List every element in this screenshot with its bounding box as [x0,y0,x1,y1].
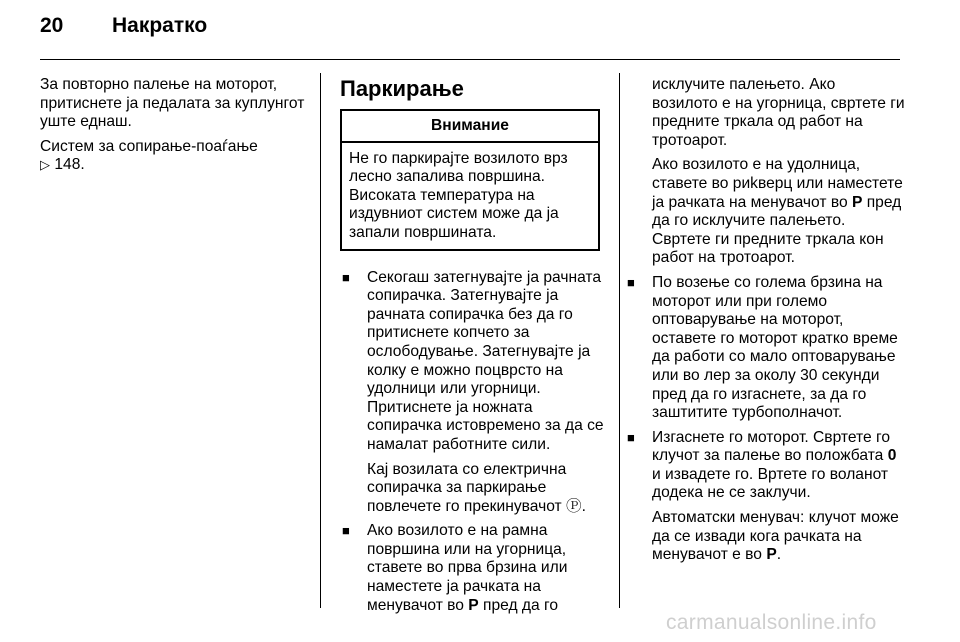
watermark: carmanualsonline.info [666,611,877,634]
bullet-icon: ■ [342,523,350,539]
bullet-icon: ■ [627,274,635,290]
column-divider-1 [320,73,321,608]
section-title: Паркирање [340,76,464,101]
paragraph-reference [40,138,310,175]
list-item-text-end: и извадете го. Вртете го воланот додека не се заклучи. [652,465,889,502]
paragraph-text-end: . [776,546,782,564]
paragraph-text: Кај возилата со електрична сопирачка за паркирање повлечете го прекинувачот [367,460,567,515]
bullet-icon: ■ [627,429,635,445]
warning-box [340,109,600,251]
parking-brake-icon: Ⓟ [566,497,582,515]
column-2 [340,76,605,621]
header-rule [40,59,900,60]
reference-page: 148. [54,156,85,174]
warning-title: Внимание [342,111,598,143]
column-divider-2 [619,73,620,608]
column-1 [40,76,310,181]
list-item-text: Ако возилото е на рамна површина или на угорница, ставете во прва брзина или наместете ја рачката на менувачот во [367,522,568,614]
list-item [625,274,905,423]
page-number: 20 [40,14,64,37]
paragraph-text-end: пред да го исклучите палењето. Свртете ги предните тркала кон работ на тротоарот. [652,193,902,267]
gear-position-p: P [766,546,777,564]
list-item-text: Изгаснете го моторот. Свртете го клучот за палење во положбата [652,428,891,465]
ignition-position-0: 0 [887,447,897,465]
page-title: Накратко [112,14,208,37]
list-item [340,269,605,455]
gear-position-p: P [468,596,479,614]
paragraph: Кај возилата со електрична сопирачка за паркирање повлечете го прекинувачот Ⓟ. [367,460,586,515]
list-item-text: Секогаш затегнувајте ја рачната сопирачка. Затегнувајте ја рачната сопирачка без да го притиснете копчето за ослободување. Затегнувајте ја колку е можно поцврсто на удолници или угорници. Притиснете ја ножната сопирачка истовремено за да се намалат работните сили. [367,268,604,453]
paragraph [625,156,905,268]
list-item-text: По возење со голема брзина на моторот или при големо оптоварување на моторот, оставете го моторот кратко време да работи со мало оптоварување или во лер за околу 30 секунди пред да го изгаснете, за да го заштитите турбополначот. [652,273,898,422]
page-header [40,14,207,54]
paragraph: исклучите палењето. Ако возилото е на угорница, свртете ги предните тркала од работ на тротоарот. [652,76,905,149]
list-item [340,522,605,615]
list-item-text-end: пред да го [483,596,559,614]
list-item [625,429,905,503]
bullet-icon: ■ [342,269,350,285]
paragraph [625,509,905,565]
warning-text: Не го паркирајте возилото врз лесно запалива површина. Високата температура на издувниот систем може да ја запали површината. [349,149,568,241]
column-3 [625,76,905,571]
arrow-reference-icon: ▷ [40,157,50,173]
paragraph-text: Автоматски менувач: клучот може да се извади кога рачката на менувачот е во [652,509,899,564]
paragraph-text: Ако возилото е на удолница, ставете во риkверц или наместете ја рачката на менувачот во [652,156,903,211]
gear-position-p: P [851,193,863,211]
paragraph: За повторно палење на моторот, притиснете ја педалата за куплунгот уште еднаш. [40,76,305,131]
reference-text: Систем за сопирање-поаѓање [40,137,258,155]
